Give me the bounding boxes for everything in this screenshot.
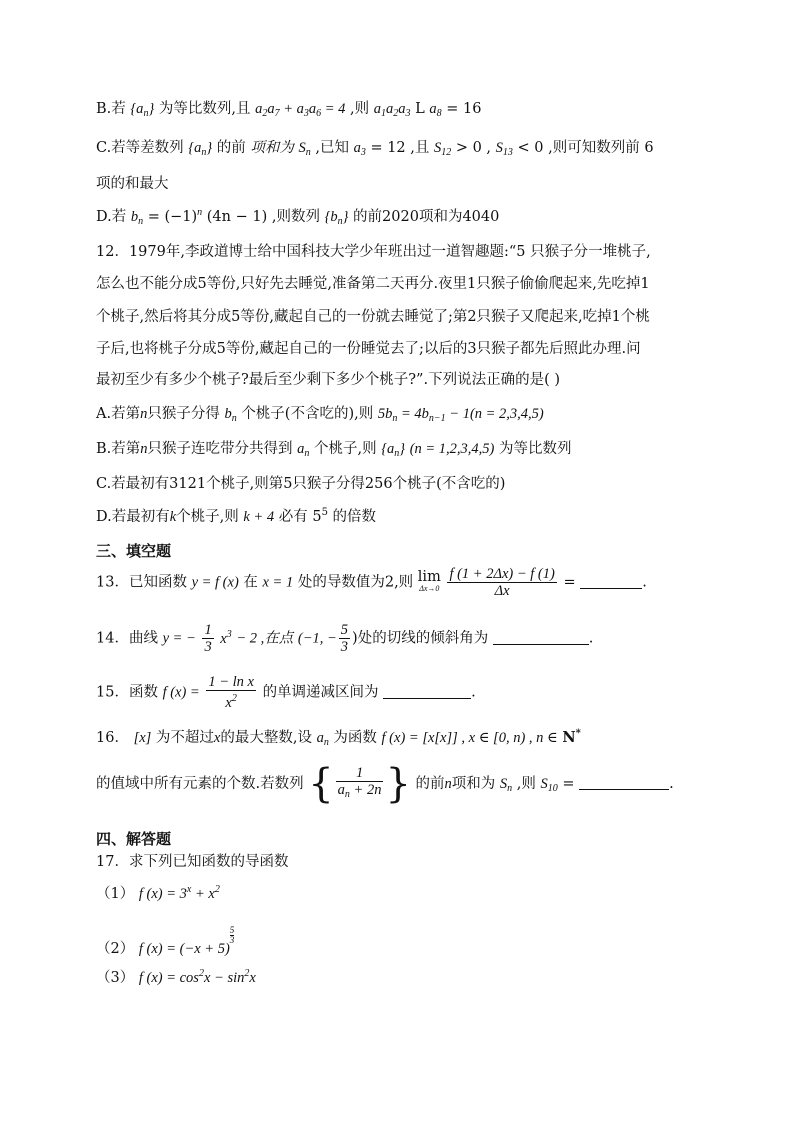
q17-title: 17．求下列已知函数的导函数 [96,854,289,870]
q13-fraction: $\frac{f (1 + 2\Delta x) - f (1)}{\Delta x}$ [449,566,555,599]
q16-answer-blank[interactable] [579,775,669,790]
q11-option-c-cont: 项的和最大 [96,176,169,192]
section-3-heading: 三、填空题 [96,542,172,560]
q12-option-c: C.若最初有3121个桃子,则第5只猴子分得256个桃子(不含吃的) [96,476,506,492]
q14-answer-blank[interactable] [493,630,589,645]
q12-line-4: 子后,也将桃子分成5等份,藏起自己的一份睡觉去了;以后的3只猴子都先后照此办理.问 [96,341,641,357]
q13-answer-blank[interactable] [580,574,642,589]
q12-option-d: D.若最初有k个桃子,则 k + 4 必有 $5^5$ 的倍数 [96,507,377,525]
q16-line-2: 的值域中所有元素的个数.若数列 { $\frac{1}{a_n + 2n}$ } 的前n项和为 $S_n$ ,则 $S_{10}$ = . [96,761,674,807]
q12-line-2: 怎么也不能分成5等份,只好先去睡觉,准备第二天再分.夜里1只猴子偷偷爬起来,先吃掉1 [96,276,650,292]
q12-option-b: B.若第n只猴子连吃带分共得到 $a_n$ 个桃子,则 $\{a_n\} (n = 1,2,3,4,5)$ 为等比数列 [96,441,572,459]
q17-part-1: （1） f $(x) = 3^x + x^2$ [96,884,220,902]
q17-part-3: （3） f $(x) = \cos^2x - \sin^2x$ [96,968,256,986]
q13: 13．已知函数 y = f (x) 在 x = 1 处的导数值为2,则 lim Δx→0 $\frac{f (1 + 2\Delta x) - f (1)}{\Delta x}$ = . [96,566,647,599]
q12-line-5: 最初至少有多少个桃子?最后至少剩下多少个桃子?”.下列说法正确的是( ) [96,372,560,388]
q12-option-a: A.若第n只猴子分得 $b_n$ 个桃子(不含吃的),则 $5b_n = 4b_{n-1} - 1(n = 2,3,4,5)$ [96,406,544,424]
q11-option-c: C.若等差数列 $\{a_n\}$ 的前 项和为 $S_n$ ,已知 $a_3 = 12$ ,且 $S_{12} > 0$ , $S_{13} < 0$ ,则可知数列前 6 [96,140,654,158]
q15: 15．函数 f (x) = $\frac{\text{1 − ln x}}{x^2}$ 的单调递减区间为 . [96,674,476,711]
q16-line-1: 16． [x] 为不超过x的最大整数,设 $a_n$ 为函数 f (x) = [x[x]] , x ∈ [0, n) , n ∈ N* [96,728,581,748]
q11-option-b: B.若 $\{a_n\}$ 为等比数列,且 $a_2a_7 + a_3a_6 = 4$ ,则 $a_1a_2a_3$ L $a_8 = 16$ [96,101,482,119]
q12-line-1: 12．1979年,李政道博士给中国科技大学少年班出过一道智趣题:“5 只猴子分一堆桃子, [96,244,651,260]
q14: 14．曲线 y = − $\frac{1}{3}$ $x^3 - 2$ ,在点 (−1, − $\frac{5}{3}$ )处的切线的倾斜角为 . [96,622,594,655]
section-4-heading: 四、解答题 [96,830,172,848]
q12-line-3: 个桃子,然后将其分成5等份,藏起自己的一份就去睡觉了;第2只猴子又爬起来,吃掉1个桃 [96,309,650,325]
q17-part-2: （2） f (x) = (−x + 5) $\frac{5}{3}$ [96,925,235,957]
q11-option-d: D.若 $b_n = (-1)^n$ (4n − 1) ,则数列 $\{b_n\}$ 的前2020项和为4040 [96,207,500,227]
q15-answer-blank[interactable] [383,684,471,699]
